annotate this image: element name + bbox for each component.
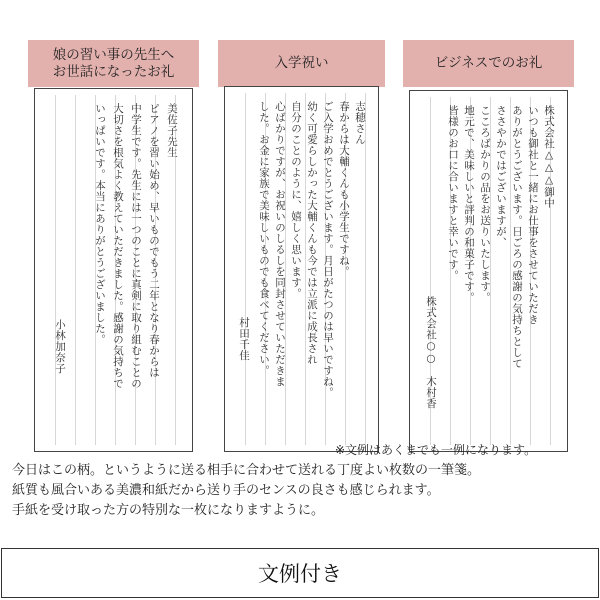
letter-line: ありがとうございます。日ごろの感謝の気持ちとして (511, 105, 523, 369)
letter-paper (34, 88, 193, 452)
product-description (12, 461, 592, 521)
sample-header (28, 40, 199, 87)
letter-line: 地元で、美味しいと評判の和菓子です。 (463, 105, 475, 303)
letter-line: 志穂さん (354, 101, 366, 145)
sample-header (218, 40, 385, 87)
letter-line: ピアノを習い始め、早いものでもう二年となり春からは (148, 103, 160, 378)
letter-line: 中学生です。先生には一つのことに真剣に取り組むことの (130, 103, 142, 389)
letter-line: 自分のことのように、嬉しく思います。 (290, 101, 302, 299)
description-line: 手紙を受け取った方の特別な一枚になりますように。 (12, 503, 325, 518)
sample-header (403, 40, 574, 87)
letter-line: ご入学おめでとうございます。月日がたつのは早いですね。 (322, 101, 334, 398)
letter-line: いつも御社と一緒にお仕事をさせていただき (527, 105, 539, 325)
letter-line: 春からは大輔くんも小学生ですね。 (338, 101, 350, 277)
letter-paper (224, 86, 379, 452)
letter-signature: 村田千佳 (238, 317, 250, 361)
letter-signature: 小林加奈子 (54, 319, 66, 374)
sample-disclaimer-note: ※文例はあくまでも一例になります。 (335, 443, 537, 457)
letter-line: こころばかりの品をお送りいたします。 (479, 105, 491, 303)
letter-line: 美佐子先生 (166, 103, 178, 158)
letter-line: 皆様のお口に合いますと幸いです。 (447, 105, 459, 281)
description-line: 今日はこの柄。というように送る相手に合わせて送れる丁度よい枚数の一筆箋。 (12, 463, 481, 478)
footer-label-box (1, 548, 599, 598)
letter-line: 幼く可愛らしかった大輔くんも今では立派に成長され (306, 101, 318, 365)
description-line: 紙質も風合いある美濃和紙だから送り手のセンスの良さも感じられます。 (12, 483, 440, 498)
letter-paper (409, 90, 568, 452)
letter-line: 株式会社△△△御中 (543, 105, 555, 209)
header-line: ビジネスでのお礼 (434, 55, 543, 71)
letter-line: 大切さを根気よく教えていただきました。感謝の気持ちで (112, 103, 124, 389)
footer-label: 文例付き (258, 562, 342, 586)
letter-line: した。お金に家族で美味しいものでも食べてください。 (258, 101, 270, 376)
header-line: お世話になったお礼 (52, 63, 175, 80)
letter-line: 心ばかりですが、お祝いのしるしを同封させていただきま (274, 101, 286, 387)
header-line: 娘の習い事の先生へ (52, 46, 175, 63)
letter-line: ささやかではございますが、 (495, 105, 507, 248)
letter-line: いっぱいです。本当にありがとうございました。 (94, 103, 106, 345)
letter-signature: 株式会社○○ 木村香 (425, 296, 437, 409)
header-line: 入学祝い (274, 55, 329, 71)
